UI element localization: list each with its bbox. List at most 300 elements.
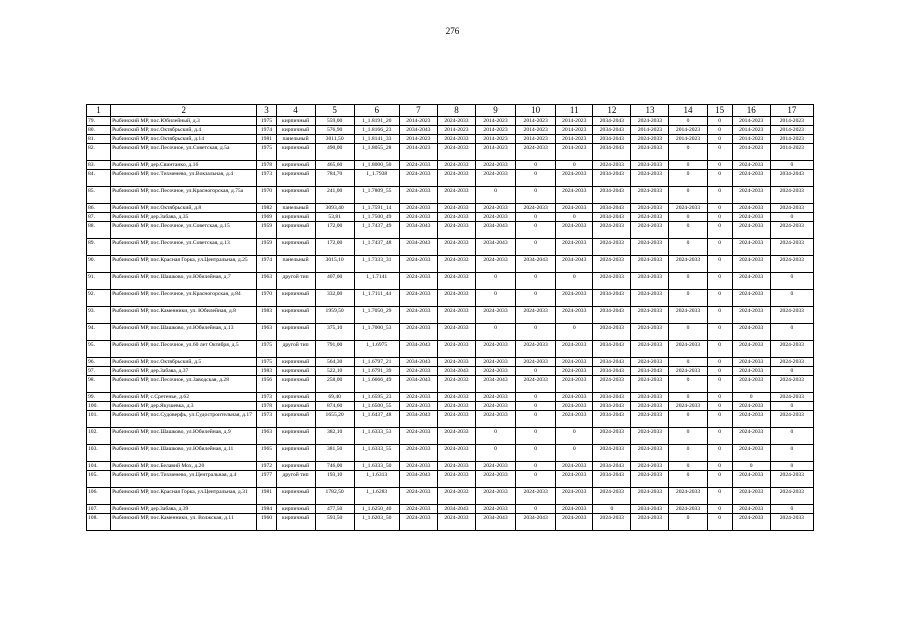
- table-cell: 2034-2043: [593, 462, 631, 471]
- table-cell: кирпичный: [276, 376, 315, 393]
- table-cell: 2024-2033: [475, 204, 515, 213]
- address-cell: Рыбинский МР, пос.Песочное, ул.Советская, д.13: [111, 239, 257, 256]
- table-cell: 97.: [87, 367, 111, 376]
- table-cell: 2024-2033: [631, 445, 669, 462]
- table-cell: 2034-2043: [399, 239, 437, 256]
- address-cell: Рыбинский МР, пос.Красная Горка, ул.Центральная, д.25: [111, 256, 257, 273]
- table-cell: 1655,20: [315, 411, 354, 428]
- table-cell: 0: [516, 505, 556, 514]
- table-cell: 2034-2043: [593, 341, 631, 358]
- table-cell: 2014-2023: [399, 144, 437, 161]
- table-cell: 0: [516, 290, 556, 307]
- column-header: 6: [354, 105, 399, 117]
- table-cell: 2024-2033: [437, 358, 475, 367]
- table-cell: 2024-2033: [556, 222, 593, 239]
- table-row: [87, 222, 814, 239]
- table-cell: 2024-2033: [770, 376, 813, 393]
- table-cell: 2024-2033: [770, 358, 813, 367]
- address-cell: Рыбинский МР, дер.Якушевка, д.3: [111, 402, 257, 411]
- table-cell: 2024-2033: [437, 393, 475, 402]
- table-cell: 83.: [87, 161, 111, 170]
- table-cell: кирпичный: [276, 161, 315, 170]
- table-cell: 1960: [257, 514, 276, 531]
- table-cell: 0: [475, 290, 515, 307]
- address-cell: Рыбинский МР, пос.Юбилейный, д.3: [111, 117, 257, 126]
- table-cell: 2014-2023: [631, 126, 669, 135]
- table-cell: 86.: [87, 204, 111, 213]
- table-cell: 2034-2043: [593, 117, 631, 126]
- table-cell: 2014-2023: [399, 135, 437, 144]
- table-cell: другой тип: [276, 341, 315, 358]
- table-cell: 0: [707, 462, 732, 471]
- table-cell: 2024-2033: [556, 462, 593, 471]
- table-cell: 0: [770, 505, 813, 514]
- table-cell: 0: [516, 161, 556, 170]
- table-cell: 2024-2033: [631, 204, 669, 213]
- table-cell: 0: [556, 445, 593, 462]
- table-cell: 0: [669, 428, 707, 445]
- table-cell: 0: [770, 445, 813, 462]
- table-cell: 1975: [257, 117, 276, 126]
- table-row: [87, 144, 814, 161]
- table-cell: 93.: [87, 307, 111, 324]
- table-cell: 1975: [257, 341, 276, 358]
- table-cell: 2024-2033: [437, 307, 475, 324]
- table-cell: 0: [707, 204, 732, 213]
- table-cell: 2014-2023: [770, 126, 813, 135]
- table-cell: 0: [669, 161, 707, 170]
- table-cell: 2024-2033: [437, 256, 475, 273]
- table-cell: 2024-2033: [631, 462, 669, 471]
- table-cell: 1_1.7500_49: [354, 213, 399, 222]
- table-cell: 2024-2033: [556, 471, 593, 488]
- table-cell: 2014-2023: [516, 135, 556, 144]
- table-cell: 332,00: [315, 290, 354, 307]
- table-cell: 2024-2033: [556, 402, 593, 411]
- table-cell: 2024-2033: [556, 505, 593, 514]
- table-cell: 0: [707, 135, 732, 144]
- table-cell: другой тип: [276, 273, 315, 290]
- table-cell: 2034-2043: [475, 514, 515, 531]
- table-row: [87, 273, 814, 290]
- table-cell: 2024-2033: [631, 393, 669, 402]
- column-header: 11: [556, 105, 593, 117]
- table-cell: 2014-2023: [732, 126, 770, 135]
- table-cell: 2024-2033: [437, 135, 475, 144]
- table-cell: 2024-2033: [516, 204, 556, 213]
- table-cell: 2034-2043: [399, 376, 437, 393]
- table-cell: 2024-2033: [399, 505, 437, 514]
- table-cell: 1_1.6437_48: [354, 411, 399, 428]
- table-cell: 576,90: [315, 126, 354, 135]
- table-cell: 0: [516, 222, 556, 239]
- table-cell: 2024-2033: [556, 341, 593, 358]
- table-cell: 2024-2033: [732, 514, 770, 531]
- table-cell: 1959: [257, 239, 276, 256]
- column-header: 3: [257, 105, 276, 117]
- table-cell: 593,50: [315, 514, 354, 531]
- table-cell: 0: [707, 471, 732, 488]
- table-cell: 0: [707, 367, 732, 376]
- table-cell: 2034-2043: [399, 222, 437, 239]
- table-cell: 2024-2033: [475, 488, 515, 505]
- address-cell: Рыбинский МР, пос.Песочное, ул.Заводская, д.28: [111, 376, 257, 393]
- table-cell: 1959: [257, 222, 276, 239]
- table-cell: 0: [556, 324, 593, 341]
- table-cell: 2024-2033: [399, 428, 437, 445]
- table-cell: 1969: [257, 213, 276, 222]
- address-cell: Рыбинский МР, дер.Забава, д.39: [111, 505, 257, 514]
- table-cell: 241,00: [315, 187, 354, 204]
- table-cell: кирпичный: [276, 239, 315, 256]
- table-cell: 1975: [257, 144, 276, 161]
- table-cell: 0: [732, 393, 770, 402]
- table-row: [87, 170, 814, 187]
- table-cell: 2024-2033: [631, 514, 669, 531]
- table-cell: 1_1.6283: [354, 488, 399, 505]
- table-row: [87, 290, 814, 307]
- table-row: [87, 135, 814, 144]
- address-cell: Рыбинский МР, пос.Песочное, ул.60 лет Октября, д.5: [111, 341, 257, 358]
- table-cell: 2024-2033: [770, 514, 813, 531]
- table-cell: кирпичный: [276, 462, 315, 471]
- table-cell: 88.: [87, 222, 111, 239]
- table-cell: 1973: [257, 393, 276, 402]
- table-cell: 2024-2033: [437, 187, 475, 204]
- table-cell: 2024-2033: [770, 187, 813, 204]
- table-cell: 100.: [87, 402, 111, 411]
- table-cell: 2024-2033: [770, 239, 813, 256]
- table-cell: 2024-2033: [556, 204, 593, 213]
- table-cell: 0: [707, 213, 732, 222]
- table-cell: 2024-2033: [631, 144, 669, 161]
- table-cell: 2014-2023: [399, 117, 437, 126]
- table-cell: 1982: [257, 204, 276, 213]
- table-cell: 2024-2033: [669, 402, 707, 411]
- table-cell: 2024-2033: [475, 411, 515, 428]
- table-cell: 1978: [257, 402, 276, 411]
- table-cell: 193,10: [315, 471, 354, 488]
- table-cell: 564,30: [315, 358, 354, 367]
- table-cell: 102.: [87, 428, 111, 445]
- table-cell: 2024-2033: [516, 376, 556, 393]
- table-cell: 2024-2033: [669, 341, 707, 358]
- table-cell: 2024-2033: [631, 488, 669, 505]
- table-cell: 1_1.6975: [354, 341, 399, 358]
- table-cell: 2024-2033: [732, 471, 770, 488]
- table-cell: 0: [707, 445, 732, 462]
- table-cell: 2024-2033: [475, 170, 515, 187]
- table-cell: 2024-2033: [631, 358, 669, 367]
- table-cell: панельный: [276, 135, 315, 144]
- table-row: [87, 393, 814, 402]
- table-cell: 2024-2033: [770, 222, 813, 239]
- table-cell: 0: [669, 144, 707, 161]
- table-cell: 2034-2043: [593, 402, 631, 411]
- table-cell: 1_1.7141: [354, 273, 399, 290]
- table-cell: кирпичный: [276, 290, 315, 307]
- table-cell: 874,60: [315, 402, 354, 411]
- table-cell: 2034-2043: [593, 126, 631, 135]
- table-row: [87, 307, 814, 324]
- table-cell: 1_1.7437_49: [354, 222, 399, 239]
- table-cell: 0: [475, 273, 515, 290]
- table-cell: 1_1.6250_40: [354, 505, 399, 514]
- table-cell: 2024-2033: [556, 514, 593, 531]
- table-cell: 1981: [257, 135, 276, 144]
- table-cell: панельный: [276, 204, 315, 213]
- table-cell: 1_1.6666_49: [354, 376, 399, 393]
- table-cell: 0: [732, 462, 770, 471]
- table-cell: 0: [770, 324, 813, 341]
- table-cell: 2024-2033: [556, 170, 593, 187]
- table-cell: 0: [707, 290, 732, 307]
- table-cell: 0: [516, 187, 556, 204]
- table-cell: 0: [669, 514, 707, 531]
- table-cell: 2034-2043: [593, 135, 631, 144]
- table-cell: 375,10: [315, 324, 354, 341]
- table-cell: 2024-2033: [437, 161, 475, 170]
- table-cell: 1_1.7111_44: [354, 290, 399, 307]
- table-cell: 2024-2033: [399, 324, 437, 341]
- table-cell: кирпичный: [276, 126, 315, 135]
- table-cell: 0: [669, 187, 707, 204]
- table-cell: 2024-2033: [399, 488, 437, 505]
- table-cell: 1_1.6595_23: [354, 393, 399, 402]
- table-cell: 2024-2033: [399, 514, 437, 531]
- table-cell: 1_1.8055_28: [354, 144, 399, 161]
- table-cell: 2024-2033: [593, 222, 631, 239]
- table-cell: 2024-2033: [437, 290, 475, 307]
- table-cell: кирпичный: [276, 393, 315, 402]
- table-cell: 1972: [257, 462, 276, 471]
- table-cell: 0: [516, 411, 556, 428]
- table-cell: 0: [707, 161, 732, 170]
- table-cell: 2034-2043: [593, 144, 631, 161]
- table-cell: 2034-2043: [516, 256, 556, 273]
- table-cell: 2034-2043: [399, 358, 437, 367]
- table-cell: 0: [707, 428, 732, 445]
- table-cell: 2024-2033: [732, 204, 770, 213]
- table-cell: 98.: [87, 376, 111, 393]
- table-row: [87, 358, 814, 367]
- table-row: [87, 471, 814, 488]
- table-cell: 0: [669, 324, 707, 341]
- table-cell: 2024-2033: [669, 488, 707, 505]
- table-cell: 0: [556, 213, 593, 222]
- table-cell: 2024-2033: [475, 161, 515, 170]
- table-cell: 2024-2033: [475, 462, 515, 471]
- table-cell: 2024-2033: [770, 471, 813, 488]
- table-cell: 2024-2033: [399, 213, 437, 222]
- table-cell: кирпичный: [276, 411, 315, 428]
- table-cell: 2034-2043: [475, 376, 515, 393]
- table-cell: 2014-2023: [516, 126, 556, 135]
- table-cell: 2024-2033: [399, 204, 437, 213]
- table-row: [87, 256, 814, 273]
- table-cell: 94.: [87, 324, 111, 341]
- table-cell: 2024-2033: [732, 341, 770, 358]
- table-cell: 0: [475, 324, 515, 341]
- table-cell: 2024-2033: [556, 358, 593, 367]
- table-cell: 0: [707, 273, 732, 290]
- table-cell: 0: [707, 393, 732, 402]
- table-cell: 2024-2033: [437, 273, 475, 290]
- table-cell: 2024-2033: [631, 135, 669, 144]
- table-cell: 1981: [257, 488, 276, 505]
- table-cell: 2034-2043: [593, 393, 631, 402]
- table-cell: 2014-2023: [556, 135, 593, 144]
- table-cell: 0: [516, 393, 556, 402]
- table-cell: 0: [475, 445, 515, 462]
- table-cell: 0: [516, 324, 556, 341]
- table-cell: 1_1.8000_50: [354, 161, 399, 170]
- table-cell: 2024-2033: [399, 161, 437, 170]
- address-cell: Рыбинский МР, дер.Забава, д.35: [111, 213, 257, 222]
- table-cell: 2034-2043: [437, 367, 475, 376]
- table-cell: 2034-2043: [593, 471, 631, 488]
- table-cell: 0: [707, 256, 732, 273]
- table-cell: 0: [770, 213, 813, 222]
- table-cell: 2024-2033: [631, 161, 669, 170]
- table-cell: 2024-2033: [770, 488, 813, 505]
- table-cell: 1_1.7050_29: [354, 307, 399, 324]
- table-cell: 106.: [87, 488, 111, 505]
- column-header: 17: [770, 105, 813, 117]
- address-cell: Рыбинский МР, пос.Песочное, ул.Советская, д.5а: [111, 144, 257, 161]
- table-cell: 108.: [87, 514, 111, 531]
- table-cell: 477,50: [315, 505, 354, 514]
- table-cell: 0: [475, 187, 515, 204]
- table-cell: 0: [556, 428, 593, 445]
- table-cell: 2024-2033: [556, 367, 593, 376]
- table-cell: 2034-2043: [593, 358, 631, 367]
- table-cell: 2024-2033: [669, 307, 707, 324]
- column-header: 16: [732, 105, 770, 117]
- table-cell: 0: [707, 488, 732, 505]
- table-cell: 2024-2033: [437, 341, 475, 358]
- table-cell: 1_1.7809_55: [354, 187, 399, 204]
- table-cell: 2034-2043: [556, 256, 593, 273]
- column-header: 14: [669, 105, 707, 117]
- page-number: 276: [445, 26, 460, 36]
- table-cell: 0: [707, 376, 732, 393]
- table-cell: 92.: [87, 290, 111, 307]
- table-cell: 2014-2023: [475, 126, 515, 135]
- table-cell: 1_1.6203_50: [354, 514, 399, 531]
- address-cell: Рыбинский МР, пос.Песочное, ул.Красногорская, д.84: [111, 290, 257, 307]
- address-cell: Рыбинский МР, пос.Октябрьский, д.8: [111, 204, 257, 213]
- table-cell: 2024-2033: [516, 307, 556, 324]
- table-cell: 0: [516, 445, 556, 462]
- table-cell: 2024-2033: [732, 411, 770, 428]
- table-cell: 2024-2033: [770, 411, 813, 428]
- table-cell: 0: [669, 393, 707, 402]
- table-cell: 172,00: [315, 222, 354, 239]
- table-cell: 2024-2033: [556, 488, 593, 505]
- table-cell: 0: [770, 402, 813, 411]
- table-cell: 1983: [257, 367, 276, 376]
- table-cell: 1_1.6791_39: [354, 367, 399, 376]
- table-cell: 2024-2033: [732, 445, 770, 462]
- table-cell: 0: [669, 411, 707, 428]
- table-row: [87, 187, 814, 204]
- table-cell: 0: [707, 324, 732, 341]
- column-header: 8: [437, 105, 475, 117]
- table-cell: кирпичный: [276, 144, 315, 161]
- table-cell: 1_1.6333_50: [354, 462, 399, 471]
- table-cell: 96.: [87, 358, 111, 367]
- table-cell: 101.: [87, 411, 111, 428]
- column-header: 13: [631, 105, 669, 117]
- table-cell: 2024-2033: [516, 144, 556, 161]
- table-cell: 2024-2033: [669, 256, 707, 273]
- column-header: 12: [593, 105, 631, 117]
- table-cell: 2024-2033: [631, 341, 669, 358]
- table-cell: 1977: [257, 471, 276, 488]
- table-cell: 0: [669, 462, 707, 471]
- table-cell: 2024-2033: [669, 204, 707, 213]
- table-cell: 81.: [87, 135, 111, 144]
- table-cell: 2024-2033: [770, 256, 813, 273]
- table-cell: 2034-2043: [516, 514, 556, 531]
- table-cell: 2014-2023: [516, 117, 556, 126]
- table-cell: 2034-2043: [593, 213, 631, 222]
- table-cell: 2024-2033: [516, 358, 556, 367]
- table-cell: 2024-2033: [516, 488, 556, 505]
- address-cell: Рыбинский МР, пос.Октябрьский, д.5: [111, 358, 257, 367]
- table-cell: 2024-2033: [631, 239, 669, 256]
- table-cell: 2024-2033: [631, 411, 669, 428]
- table-cell: 1_1.8141_33: [354, 135, 399, 144]
- column-header: 15: [707, 105, 732, 117]
- table-cell: 2024-2033: [593, 256, 631, 273]
- table-cell: 2034-2043: [399, 471, 437, 488]
- table-cell: 84.: [87, 170, 111, 187]
- table-cell: 1978: [257, 161, 276, 170]
- table-cell: 53,81: [315, 213, 354, 222]
- address-cell: Рыбинский МР, пос.Тихменево, ул.Центральная, д.4: [111, 471, 257, 488]
- table-cell: 2014-2023: [669, 126, 707, 135]
- table-cell: 2024-2033: [732, 505, 770, 514]
- table-cell: 2024-2033: [475, 213, 515, 222]
- table-cell: 2034-2043: [399, 411, 437, 428]
- table-cell: 0: [669, 445, 707, 462]
- table-cell: 0: [516, 462, 556, 471]
- table-row: [87, 428, 814, 445]
- table-cell: 1959,50: [315, 307, 354, 324]
- address-cell: Рыбинский МР, пос.Октябрьский, д.4: [111, 126, 257, 135]
- table-cell: 2024-2033: [437, 411, 475, 428]
- table-cell: кирпичный: [276, 170, 315, 187]
- table-cell: 0: [707, 505, 732, 514]
- table-row: [87, 462, 814, 471]
- table-cell: кирпичный: [276, 222, 315, 239]
- table-cell: 0: [707, 117, 732, 126]
- table-cell: 2024-2033: [593, 514, 631, 531]
- table-cell: 0: [770, 367, 813, 376]
- table-cell: 2024-2033: [669, 367, 707, 376]
- table-row: [87, 376, 814, 393]
- table-cell: 1970: [257, 187, 276, 204]
- table-cell: 2034-2043: [399, 341, 437, 358]
- table-row: [87, 161, 814, 170]
- column-header: 4: [276, 105, 315, 117]
- table-cell: 2034-2043: [593, 204, 631, 213]
- table-cell: 85.: [87, 187, 111, 204]
- table-cell: 2034-2043: [593, 307, 631, 324]
- table-cell: 1974: [257, 256, 276, 273]
